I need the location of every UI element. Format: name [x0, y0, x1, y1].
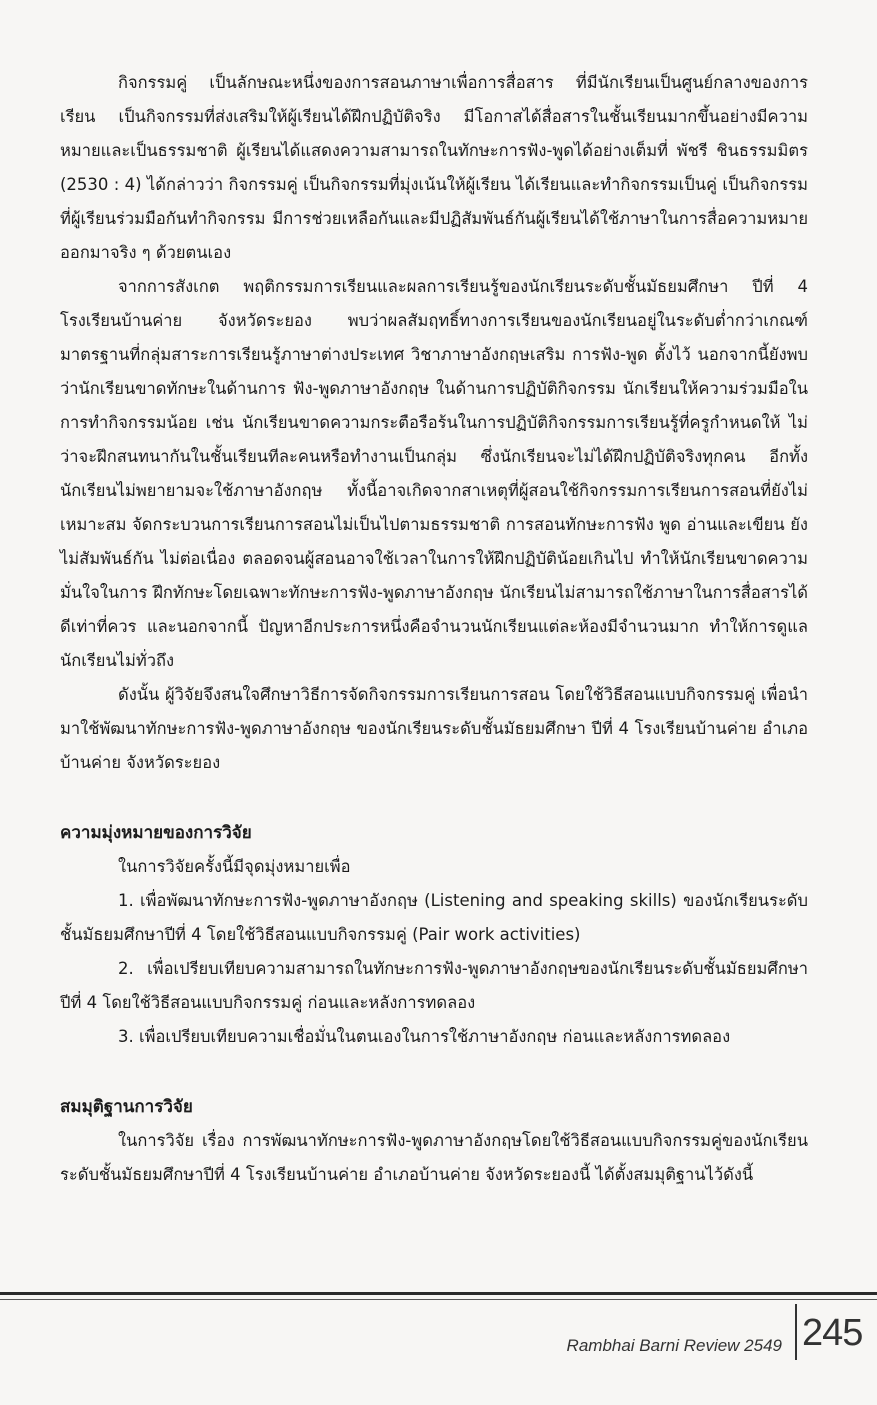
journal-title: Rambhai Barni Review 2549 — [566, 1336, 782, 1355]
paragraph-observation: จากการสังเกต พฤติกรรมการเรียนและผลการเรียนรู้ของนักเรียนระดับชั้นมัธยมศึกษา ปีที่ 4 โรงเรียนบ้านค่าย จังหวัดระยอง พบว่าผลสัมฤทธิ์ทางการเรียนของนักเรียนอยู่ในระดับต่ำกว่าเกณฑ์มาตรฐานที่กลุ่มสาระการเรียนรู้ภาษาต่างประเทศ วิชาภาษาอังกฤษเสริม การฟัง-พูด ตั้งไว้ นอกจากนี้ยังพบว่านักเรียนขาดทักษะในด้านการ ฟัง-พูดภาษาอังกฤษ ในด้านการปฏิบัติกิจกรรม นักเรียนให้ความร่วมมือในการทำกิจกรรมน้อย เช่น นักเรียนขาดความกระตือรือร้นในการปฏิบัติกิจกรรมการเรียนรู้ที่ครูกำหนดให้ ไม่ว่าจะฝึกสนทนากันในชั้นเรียนทีละคนหรือทำงานเป็นกลุ่ม ซึ่งนักเรียนจะไม่ได้ฝึกปฏิบัติจริงทุกคน อีกทั้งนักเรียนไม่พยายามจะใช้ภาษาอังกฤษ ทั้งนี้อาจเกิดจากสาเหตุที่ผู้สอนใช้กิจกรรมการเรียนการสอนที่ยังไม่เหมาะสม จัดกระบวนการเรียนการสอนไม่เป็นไปตามธรรมชาติ การสอนทักษะการฟัง พูด อ่านและเขียน ยังไม่สัมพันธ์กัน ไม่ต่อเนื่อง ตลอดจนผู้สอนอาจใช้เวลาในการให้ฝึกปฏิบัติน้อยเกินไป ทำให้นักเรียนขาดความมั่นใจในการ ฝึกทักษะโดยเฉพาะทักษะการฟัง-พูดภาษาอังกฤษ นักเรียนไม่สามารถใช้ภาษาในการสื่อสารได้ดีเท่าที่ควร และนอกจากนี้ ปัญหาอีกประการหนึ่งคือจำนวนนักเรียนแต่ละห้องมีจำนวนมาก ทำให้การดูแลนักเรียนไม่ทั่วถึง — [60, 277, 808, 670]
hypothesis-text: ในการวิจัย เรื่อง การพัฒนาทักษะการฟัง-พูดภาษาอังกฤษโดยใช้วิธีสอนแบบกิจกรรมคู่ของนักเรียนระดับชั้นมัธยมศึกษาปีที่ 4 โรงเรียนบ้านค่าย อำเภอบ้านค่าย จังหวัดระยองนี้ ได้ตั้งสมมุติฐานไว้ดังนี้ — [60, 1131, 808, 1184]
footer-rule-thin — [0, 1299, 877, 1300]
objective-item: 3. เพื่อเปรียบเทียบความเชื่อมั่นในตนเองในการใช้ภาษาอังกฤษ ก่อนและหลังการทดลอง — [118, 1027, 731, 1046]
objective-item: 1. เพื่อพัฒนาทักษะการฟัง-พูดภาษาอังกฤษ (Listening and speaking skills) ของนักเรียนระดับชั้นมัธยมศึกษาปีที่ 4 โดยใช้วิธีสอนแบบกิจกรรมคู่ (Pair work activities) — [60, 891, 808, 944]
objectives-heading: ความมุ่งหมายของการวิจัย — [60, 823, 252, 843]
paragraph-pair-work: กิจกรรมคู่ เป็นลักษณะหนึ่งของการสอนภาษาเพื่อการสื่อสาร ที่มีนักเรียนเป็นศูนย์กลางของการเรียน เป็นกิจกรรมที่ส่งเสริมให้ผู้เรียนได้ฝึกปฏิบัติจริง มีโอกาสได้สื่อสารในชั้นเรียนมากขึ้นอย่างมีความหมายและเป็นธรรมชาติ ผู้เรียนได้แสดงความสามารถในทักษะการฟัง-พูดได้อย่างเต็มที่ พัชรี ชินธรรมมิตร (2530 : 4) ได้กล่าวว่า กิจกรรมคู่ เป็นกิจกรรมที่มุ่งเน้นให้ผู้เรียน ได้เรียนและทำกิจกรรมเป็นคู่ เป็นกิจกรรมที่ผู้เรียนร่วมมือกันทำกิจกรรม มีการช่วยเหลือกันและมีปฏิสัมพันธ์กันผู้เรียนได้ใช้ภาษาในการสื่อความหมายออกมาจริง ๆ ด้วยตนเอง — [60, 73, 808, 262]
footer-rule — [0, 1292, 877, 1295]
footer-divider — [795, 1304, 797, 1360]
paragraph-conclusion: ดังนั้น ผู้วิจัยจึงสนใจศึกษาวิธีการจัดกิจกรรมการเรียนการสอน โดยใช้วิธีสอนแบบกิจกรรมคู่ เพื่อนำมาใช้พัฒนาทักษะการฟัง-พูดภาษาอังกฤษ ของนักเรียนระดับชั้นมัธยมศึกษา ปีที่ 4 โรงเรียนบ้านค่าย อำเภอบ้านค่าย จังหวัดระยอง — [60, 685, 808, 772]
page-number: 245 — [802, 1312, 863, 1354]
body-text — [60, 66, 808, 1192]
objectives-intro: ในการวิจัยครั้งนี้มีจุดมุ่งหมายเพื่อ — [118, 857, 351, 876]
hypothesis-heading: สมมุติฐานการวิจัย — [60, 1097, 193, 1117]
objective-item: 2. เพื่อเปรียบเทียบความสามารถในทักษะการฟัง-พูดภาษาอังกฤษของนักเรียนระดับชั้นมัธยมศึกษาปีที่ 4 โดยใช้วิธีสอนแบบกิจกรรมคู่ ก่อนและหลังการทดลอง — [60, 959, 808, 1012]
